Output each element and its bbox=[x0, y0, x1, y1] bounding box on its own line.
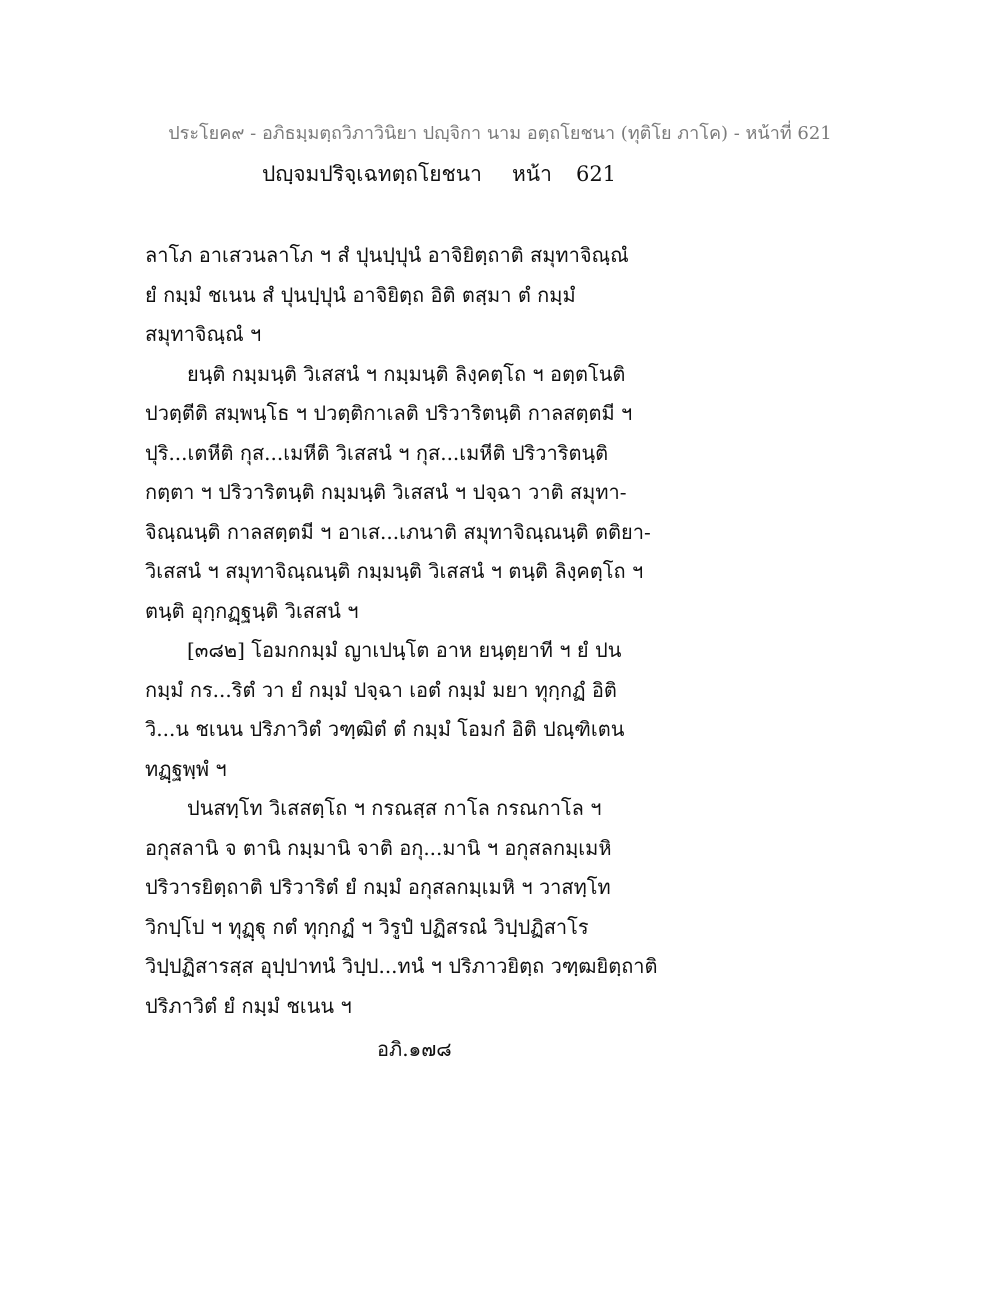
text-line: อกุสลานิ จ ตานิ กมฺมานิ จาติ อกุ...มานิ ฯ อกุสลกมฺเมหิ bbox=[145, 835, 612, 860]
text-line: ปุริ...เตหีติ กุส...เมหีติ วิเสสนํ ฯ กุส...เมหีติ ปริวาริตนฺติ bbox=[145, 440, 609, 465]
text-line: กตฺตา ฯ ปริวาริตนฺติ กมฺมนฺติ วิเสสนํ ฯ ปจฺฉา วาติ สมุทา- bbox=[145, 480, 627, 504]
text-line: กมฺมํ กร...ริตํ วา ยํ กมฺมํ ปจฺฉา เอตํ กมฺมํ มยา ทุกฺกฏํ อิติ bbox=[145, 677, 617, 702]
text-line: สมุทาจิณฺณํ ฯ bbox=[145, 322, 262, 346]
text-line: ลาโภ อาเสวนลาโภ ฯ สํ ปุนปฺปุนํ อาจิยิตฺถาติ สมุทาจิณฺณํ bbox=[145, 243, 629, 267]
text-line: วิ...น ชเนน ปริภาวิตํ วฑฺฒิตํ ตํ กมฺมํ โอมกํ อิติ ปณฺฑิเตน bbox=[145, 717, 625, 741]
paragraph-start-line: [๓๘๒] โอมกกมฺมํ ญาเปนฺโต อาห ยนฺตฺยาที ฯ ยํ ปน bbox=[187, 638, 622, 662]
text-line: จิณฺณนฺติ กาลสตฺตมี ฯ อาเส...เภนาติ สมุทาจิณฺณนฺติ ตติยา- bbox=[145, 519, 651, 544]
text-line: ปริภาวิตํ ยํ กมฺมํ ชเนน ฯ bbox=[145, 993, 352, 1018]
body-text bbox=[145, 236, 705, 1026]
page-footer: อภิ.๑๗๘ bbox=[377, 1037, 452, 1061]
text-line: ปวตฺตีติ สมฺพนฺโธ ฯ ปวตฺติกาเลติ ปริวาริตนฺติ กาลสตฺตมี ฯ bbox=[145, 401, 633, 425]
page-label: หน้า bbox=[511, 162, 552, 186]
section-title: ปญฺจมปริจฺเฉทตฺถโยชนา bbox=[262, 162, 482, 186]
section-header bbox=[262, 158, 616, 191]
paragraph-start-line: ปนสทฺโท วิเสสตฺโถ ฯ กรณสฺส กาโล กรณกาโล ฯ bbox=[187, 796, 602, 820]
text-line: วิกปฺโป ฯ ทุฏฺฐุ กตํ ทุกฺกฏํ ฯ วิรูปํ ปฏิสรณํ วิปฺปฏิสาโร bbox=[145, 914, 589, 939]
paragraph-start-line: ยนฺติ กมฺมนฺติ วิเสสนํ ฯ กมฺมนฺติ ลิงฺคตฺโถ ฯ อตฺตโนติ bbox=[187, 361, 626, 386]
text-line: วิเสสนํ ฯ สมุทาจิณฺณนฺติ กมฺมนฺติ วิเสสนํ ฯ ตนฺติ ลิงฺคตฺโถ ฯ bbox=[145, 559, 644, 583]
text-line: ปริวารยิตฺถาติ ปริวาริตํ ยํ กมฺมํ อกุสลกมฺเมหิ ฯ วาสทฺโท bbox=[145, 875, 611, 899]
text-line: ตนฺติ อุกฺกฏฺฐนฺติ วิเสสนํ ฯ bbox=[145, 598, 359, 623]
page-number: 621 bbox=[575, 162, 617, 186]
page-header: ประโยค๙ - อภิธมฺมตฺถวิภาวินิยา ปญฺจิกา นาม อตฺถโยชนา (ทุติโย ภาโค) - หน้าที่ 621 bbox=[168, 123, 832, 144]
text-line: ยํ กมฺมํ ชเนน สํ ปุนปฺปุนํ อาจิยิตฺถ อิติ ตสฺมา ตํ กมฺมํ bbox=[145, 282, 576, 307]
text-line: ทฏฺฐพฺพํ ฯ bbox=[145, 756, 227, 781]
text-line: วิปฺปฏิสารสฺส อุปฺปาทนํ วิปฺป...ทนํ ฯ ปริภาวยิตฺถ วฑฺฒยิตฺถาติ bbox=[145, 954, 658, 978]
